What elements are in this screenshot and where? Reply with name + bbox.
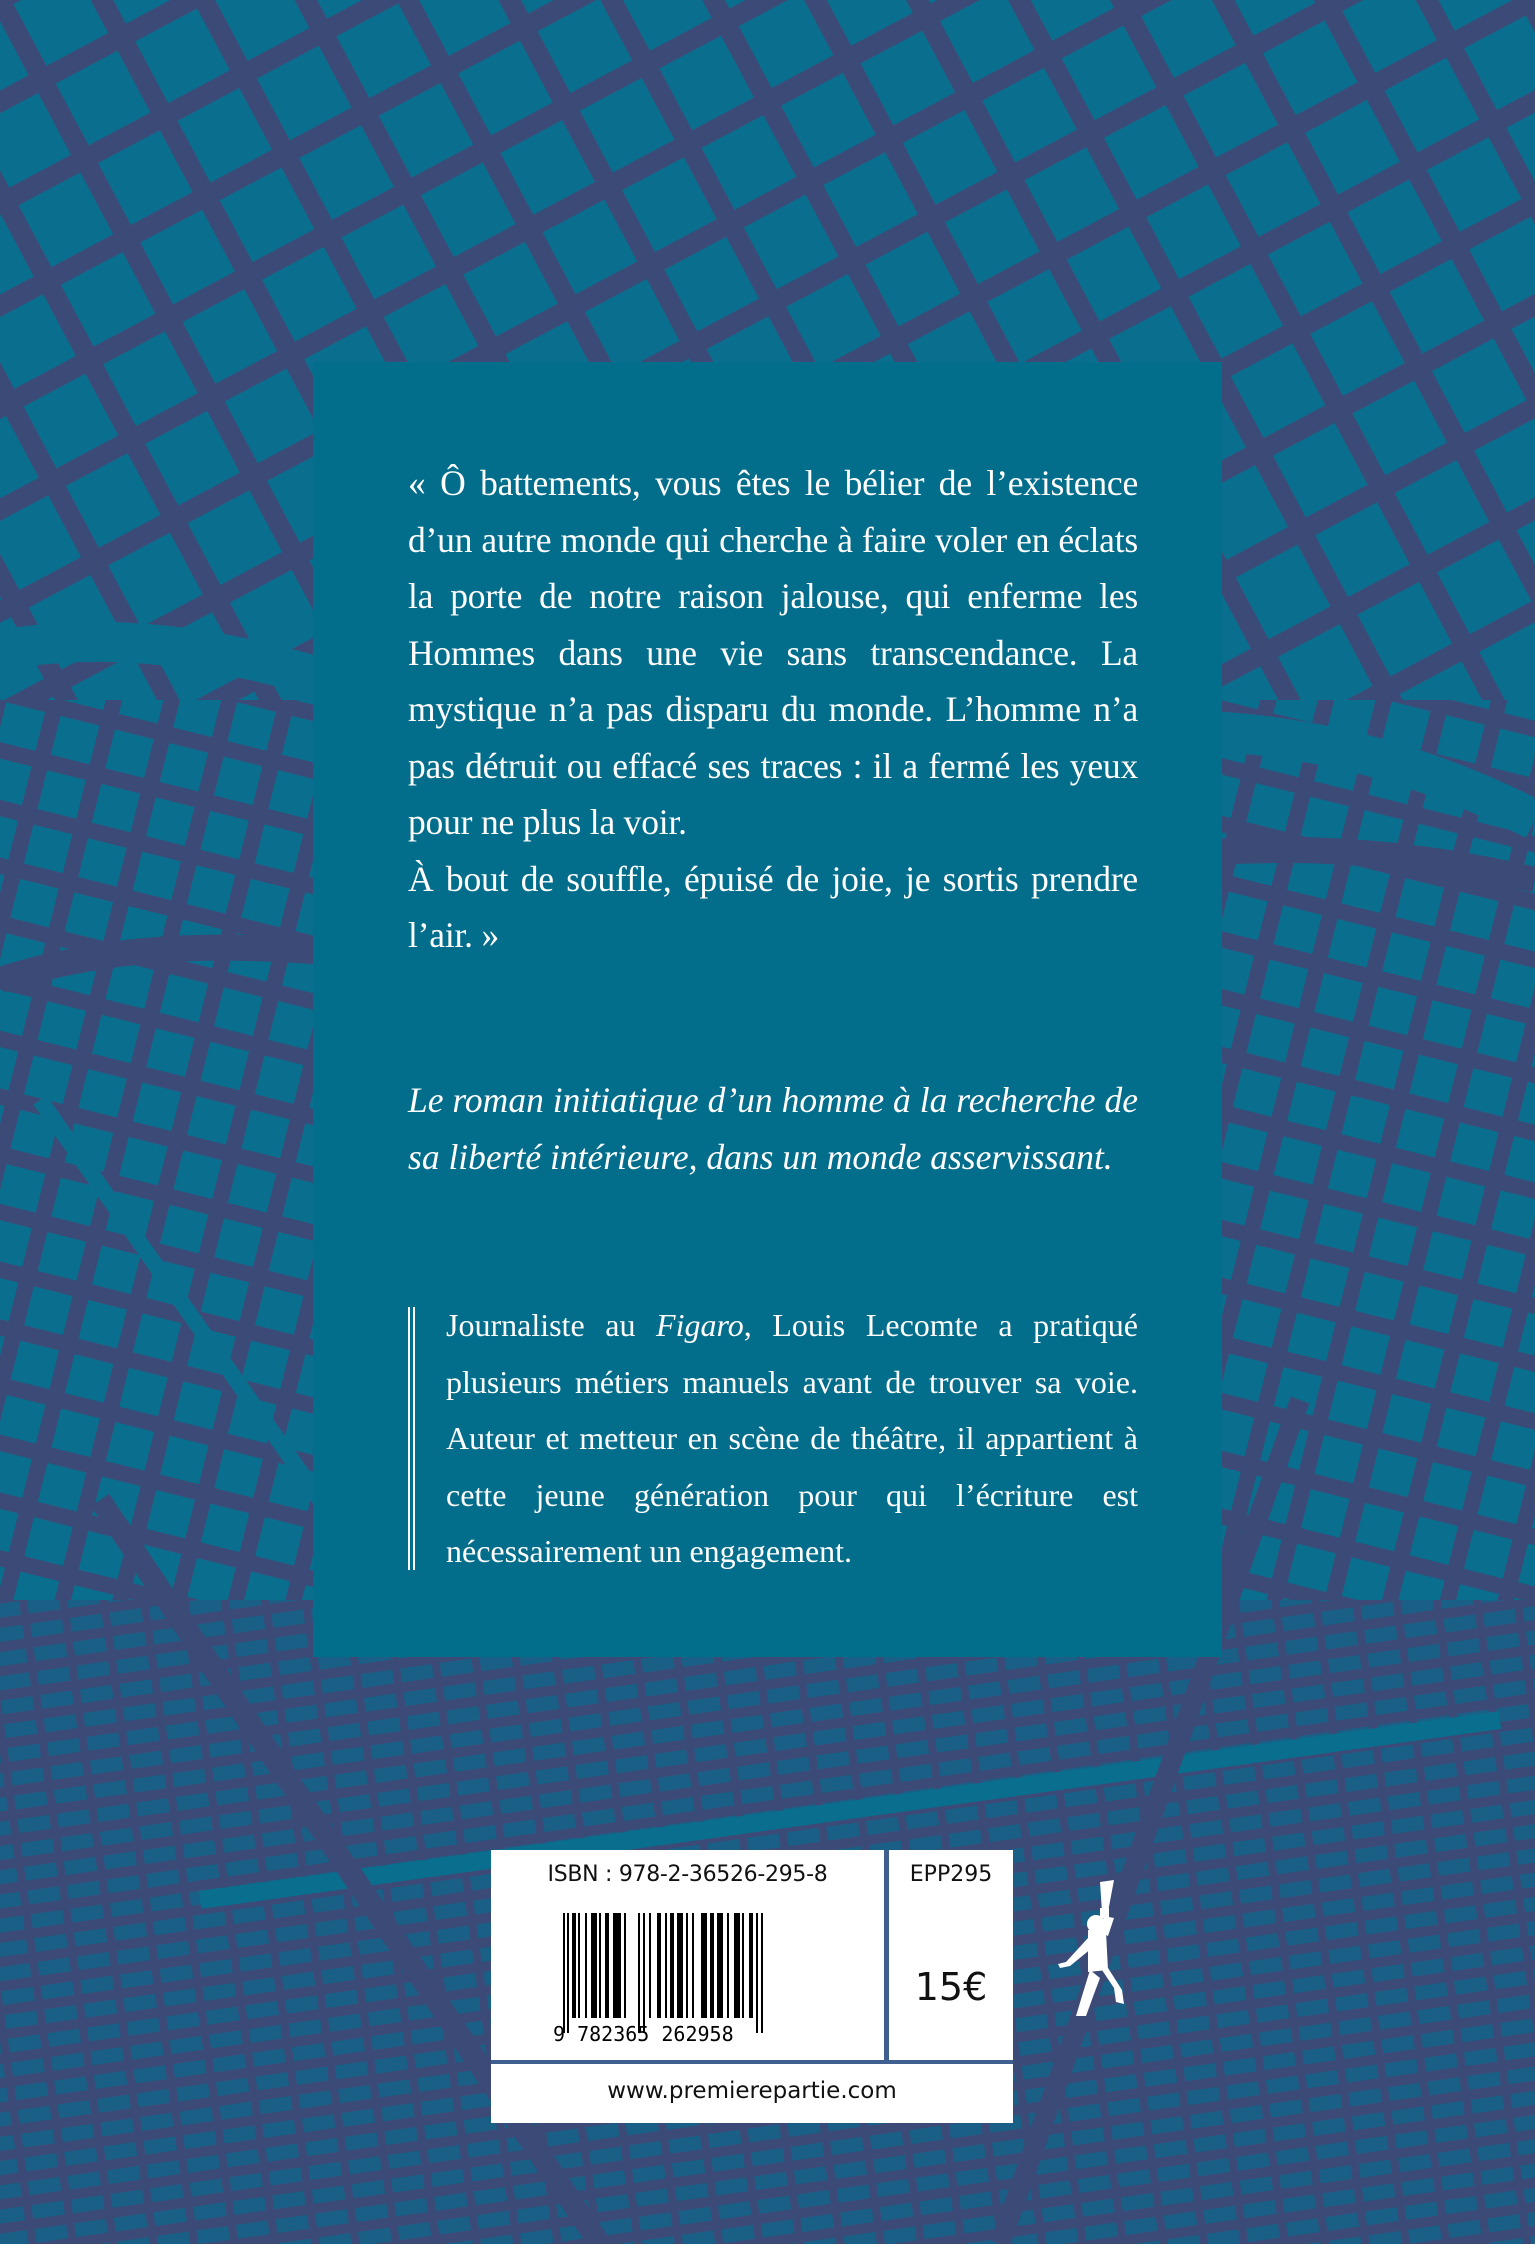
quote-paragraph-2: À bout de souffle, épuisé de joie, je sortis prendre l’air. » (408, 858, 1138, 955)
newspaper-name: Figaro (656, 1307, 744, 1343)
barcode-digits: 9 782365 262958 (553, 2022, 734, 2043)
barcode-icon (553, 1913, 793, 2043)
man-with-megaphone-silhouette-icon (1052, 1878, 1132, 2018)
back-cover-text-panel (313, 362, 1222, 1657)
author-bio-text (446, 1297, 1138, 1580)
isbn-number: ISBN : 978-2-36526-295-8 (547, 1862, 828, 1887)
isbn-barcode-cell (491, 1850, 884, 2060)
excerpt-quote (408, 455, 1138, 964)
publisher-code: EPP295 (909, 1862, 993, 1887)
bio-text-rest: , Louis Lecomte a pratiqué plusieurs métiers manuels avant de trouver sa voie. Auteur et metteur en scène de théâtre, il appartient à cette jeune génération pour qui l’écriture est nécessairement un engagement. (446, 1307, 1139, 1569)
website-cell (491, 2064, 1013, 2123)
isbn-price-label (491, 1850, 1013, 2123)
author-bio (408, 1297, 1138, 1580)
price: 15€ (914, 1965, 988, 2009)
book-tagline: Le roman initiatique d’un homme à la recherche de sa liberté intérieure, dans un monde asservissant. (408, 1080, 1138, 1177)
bio-text-start: Journaliste au (446, 1307, 657, 1343)
double-rule-divider (408, 1307, 415, 1570)
code-price-cell (889, 1850, 1013, 2060)
barcode (553, 1913, 793, 2043)
publisher-website[interactable]: www.premierepartie.com (607, 2078, 897, 2104)
quote-paragraph-1: « Ô battements, vous êtes le bélier de l’existence d’un autre monde qui cherche à faire voler en éclats la porte de notre raison jalouse, qui enferme les Hommes dans une vie sans transcendance. La mystique n’a pas disparu du monde. L’homme n’a pas détruit ou effacé ses traces : il a fermé les yeux pour ne plus la voir. (408, 463, 1138, 842)
